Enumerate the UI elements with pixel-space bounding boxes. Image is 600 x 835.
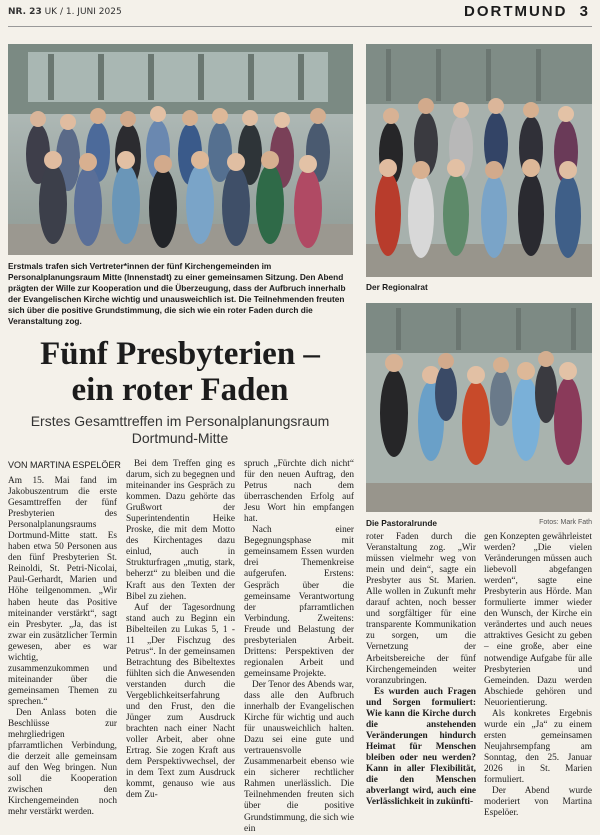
paragraph: Bei dem Treffen ging es darum, sich zu begegnen und miteinander ins Gespräch zu kommen. Dazu gehörte das Grußwort der Superintendentin Heike Proske, die mit dem Motto des Kirchentages dazu einlud, auch in Strukturfragen „mutig, stark, beherzt“ zu bleiben und die Kraft aus den Texten der Bibel zu ziehen. bbox=[126, 459, 235, 602]
paragraph: Es wurden auch Fragen und Sorgen formuliert: Wie kann die Kirche durch die anstehenden Veränderungen hindurch Heimat für Menschen bleiben oder neu werden? Kann in aller Flexibilität, die den Menschen abverlangt wird, auch eine Verlässlichkeit in zukünfti- bbox=[366, 686, 476, 808]
paragraph: Nach einer Begegnungsphase mit gemeinsamem Essen wurden drei Themenkreise aufgerufen. Erstens: Gespräch über die gemeinsame Verantwortung der pfarramtlichen Verbindung. Zweitens: Freude und Belastung der presbyterialen Arbeit. Drittens: Perspektiven der regionalen Arbeit und gemeinsame Projekte. bbox=[244, 525, 354, 679]
header-rule bbox=[8, 26, 592, 27]
paragraph: Als konkretes Ergebnis wurde ein „Ja“ zu einem ersten gemeinsamen Neujahrsempfang am Sonntag, den 25. Januar 2026 in St. Marien formuliert. bbox=[484, 708, 592, 786]
article-headline bbox=[0, 336, 360, 408]
edition-date: UK / 1. JUNI 2025 bbox=[44, 7, 122, 17]
issue-info bbox=[8, 7, 122, 17]
paragraph: Der Abend wurde moderiert von Martina Espelöer. bbox=[484, 786, 592, 819]
pastoralrunde-caption: Die Pastoralrunde bbox=[366, 518, 438, 528]
article-column-3 bbox=[244, 459, 355, 834]
subhead-line-1: Erstes Gesamttreffen im Personalplanungsraum bbox=[30, 413, 330, 429]
paragraph: Am 15. Mai fand im Jakobuszentrum die erste Gesamttreffen der fünf Presbyterien des Personalplanungsraums Dortmund-Mitte statt. Es haben etwa 50 Personen aus den fünf Presbyterien St. Reinoldi, St. Petri-Nicolai, Paul-Gerhardt, Marien und Höhe teilgenommen. „Wir haben heute das Positive miteinander verstärkt“, sagt ein Presbyter. „Ja, das ist zwar ein zusätzlicher Termin gewesen, aber es war wichtig, zusammenzukommen und miteinander über die gemeinsamen Themen zu sprechen.“ bbox=[8, 476, 117, 707]
page-number: 3 bbox=[579, 3, 590, 20]
article-column-4 bbox=[366, 532, 476, 808]
paragraph: Der Tenor des Abends war, dass alle den Aufbruch innerhalb der Evangelischen Kirche für wichtig und auch für unausweichlich halten. Dazu sei eine gute und vertrauensvolle Zusammenarbeit ebenso wie ein sicherer rechtlicher Rahmen unerlässlich. Die Teilnehmenden freuten sich über die positive Grundstimmung, die sich wie ein bbox=[244, 679, 355, 834]
article-column-2 bbox=[126, 459, 235, 804]
article-byline: VON MARTINA ESPELÖER bbox=[8, 460, 121, 470]
photo-credit: Fotos: Mark Fath bbox=[539, 519, 592, 526]
article-subhead bbox=[0, 413, 360, 447]
paragraph: roter Faden durch die Veranstaltung zog. „Wir müssen vielmehr weg von mein und dein“, sagte ein Presbyter aus St. Marien. Alle wollen in Zukunft mehr darauf achten, noch besser und sorgfältiger für eine transparente Kommunikation zu sorgen, um die Vernetzung der Arbeitsbereiche der fünf Kirchengemeinden weiter voranzubringen. bbox=[366, 532, 476, 686]
issue-number: NR. 23 bbox=[8, 7, 42, 17]
article-column-5 bbox=[484, 532, 592, 819]
regionalrat-photo-image bbox=[366, 44, 592, 277]
headline-line-1: Fünf Presbyterien – bbox=[40, 336, 320, 372]
headline-line-2: ein roter Faden bbox=[71, 372, 289, 408]
group-photo-main bbox=[8, 44, 353, 255]
article-column-1 bbox=[8, 476, 117, 818]
paragraph: gen Konzepten gewährleistet werden? „Die vielen Veränderungen müssen auch liebevoll abgefangen werden“, sagte eine Presbyterin aus Hörde. Man formulierte immer wieder den Wunsch, der Kirche ein verändertes und auch neues attraktives Gesicht zu geben – eine große, aber eine notwendige Aufgabe für alle Presbyterien und Gemeinden. Dazu werden Abschiede gehören und Neuorientierung. bbox=[484, 532, 592, 708]
paragraph: Den Anlass boten die Beschlüsse zur mehrgliedrigen pfarramtlichen Verbindung, die derzeit alle gemeinsam auf den Weg bringen. Nun soll die Kooperation zwischen den Kirchengemeinden noch mehr verstärkt werden. bbox=[8, 707, 117, 818]
section-title: DORTMUND bbox=[463, 3, 568, 20]
pastoralrunde-photo-image bbox=[366, 303, 592, 512]
main-photo-caption: Erstmals trafen sich Vertreter*innen der fünf Kirchengemeinden im Personalplanungsraum Mitte (Innenstadt) zu einer gemeinsamen Sitzung. Den Abend prägten der Wille zur Kooperation und die Überzeugung, dass der Aufbruch innerhalb der Evangelischen Kirche wichtig und unausweichlich ist. Die Teilnehmenden freuten sich über die positive Grundstimmung, die sich wie ein roter Faden durch die Veranstaltung zog. bbox=[8, 261, 346, 326]
pastoralrunde-photo bbox=[366, 303, 592, 512]
paragraph: Auf der Tagesordnung stand auch zu Beginn ein Bibelteilen zu Lukas 5, 1 - 11 „Der Fischzug des Petrus“. In der gemeinsamen Betrachtung des Bibeltextes fühlten sich die Anwesenden verstanden durch die Vergeblichkeitserfahrung und den Frust, den die Jünger zum Ausdruck brachten nach einer Nacht voller Arbeit, aber ohne Ertrag. Sie zogen Kraft aus dem Perspektivwechsel, der in dem Text zum Ausdruck kommt, genauso wie aus dem Zu- bbox=[126, 602, 235, 801]
section-header bbox=[464, 3, 590, 20]
regionalrat-photo bbox=[366, 44, 592, 277]
subhead-line-2: Dortmund-Mitte bbox=[131, 430, 229, 446]
group-photo-main-image bbox=[8, 44, 353, 255]
paragraph: spruch „Fürchte dich nicht“ für den neuen Auftrag, den Petrus nach dem überraschenden Erfolg auf Jesu Wort hin empfangen hat. bbox=[244, 459, 354, 525]
regionalrat-caption: Der Regionalrat bbox=[366, 282, 428, 292]
